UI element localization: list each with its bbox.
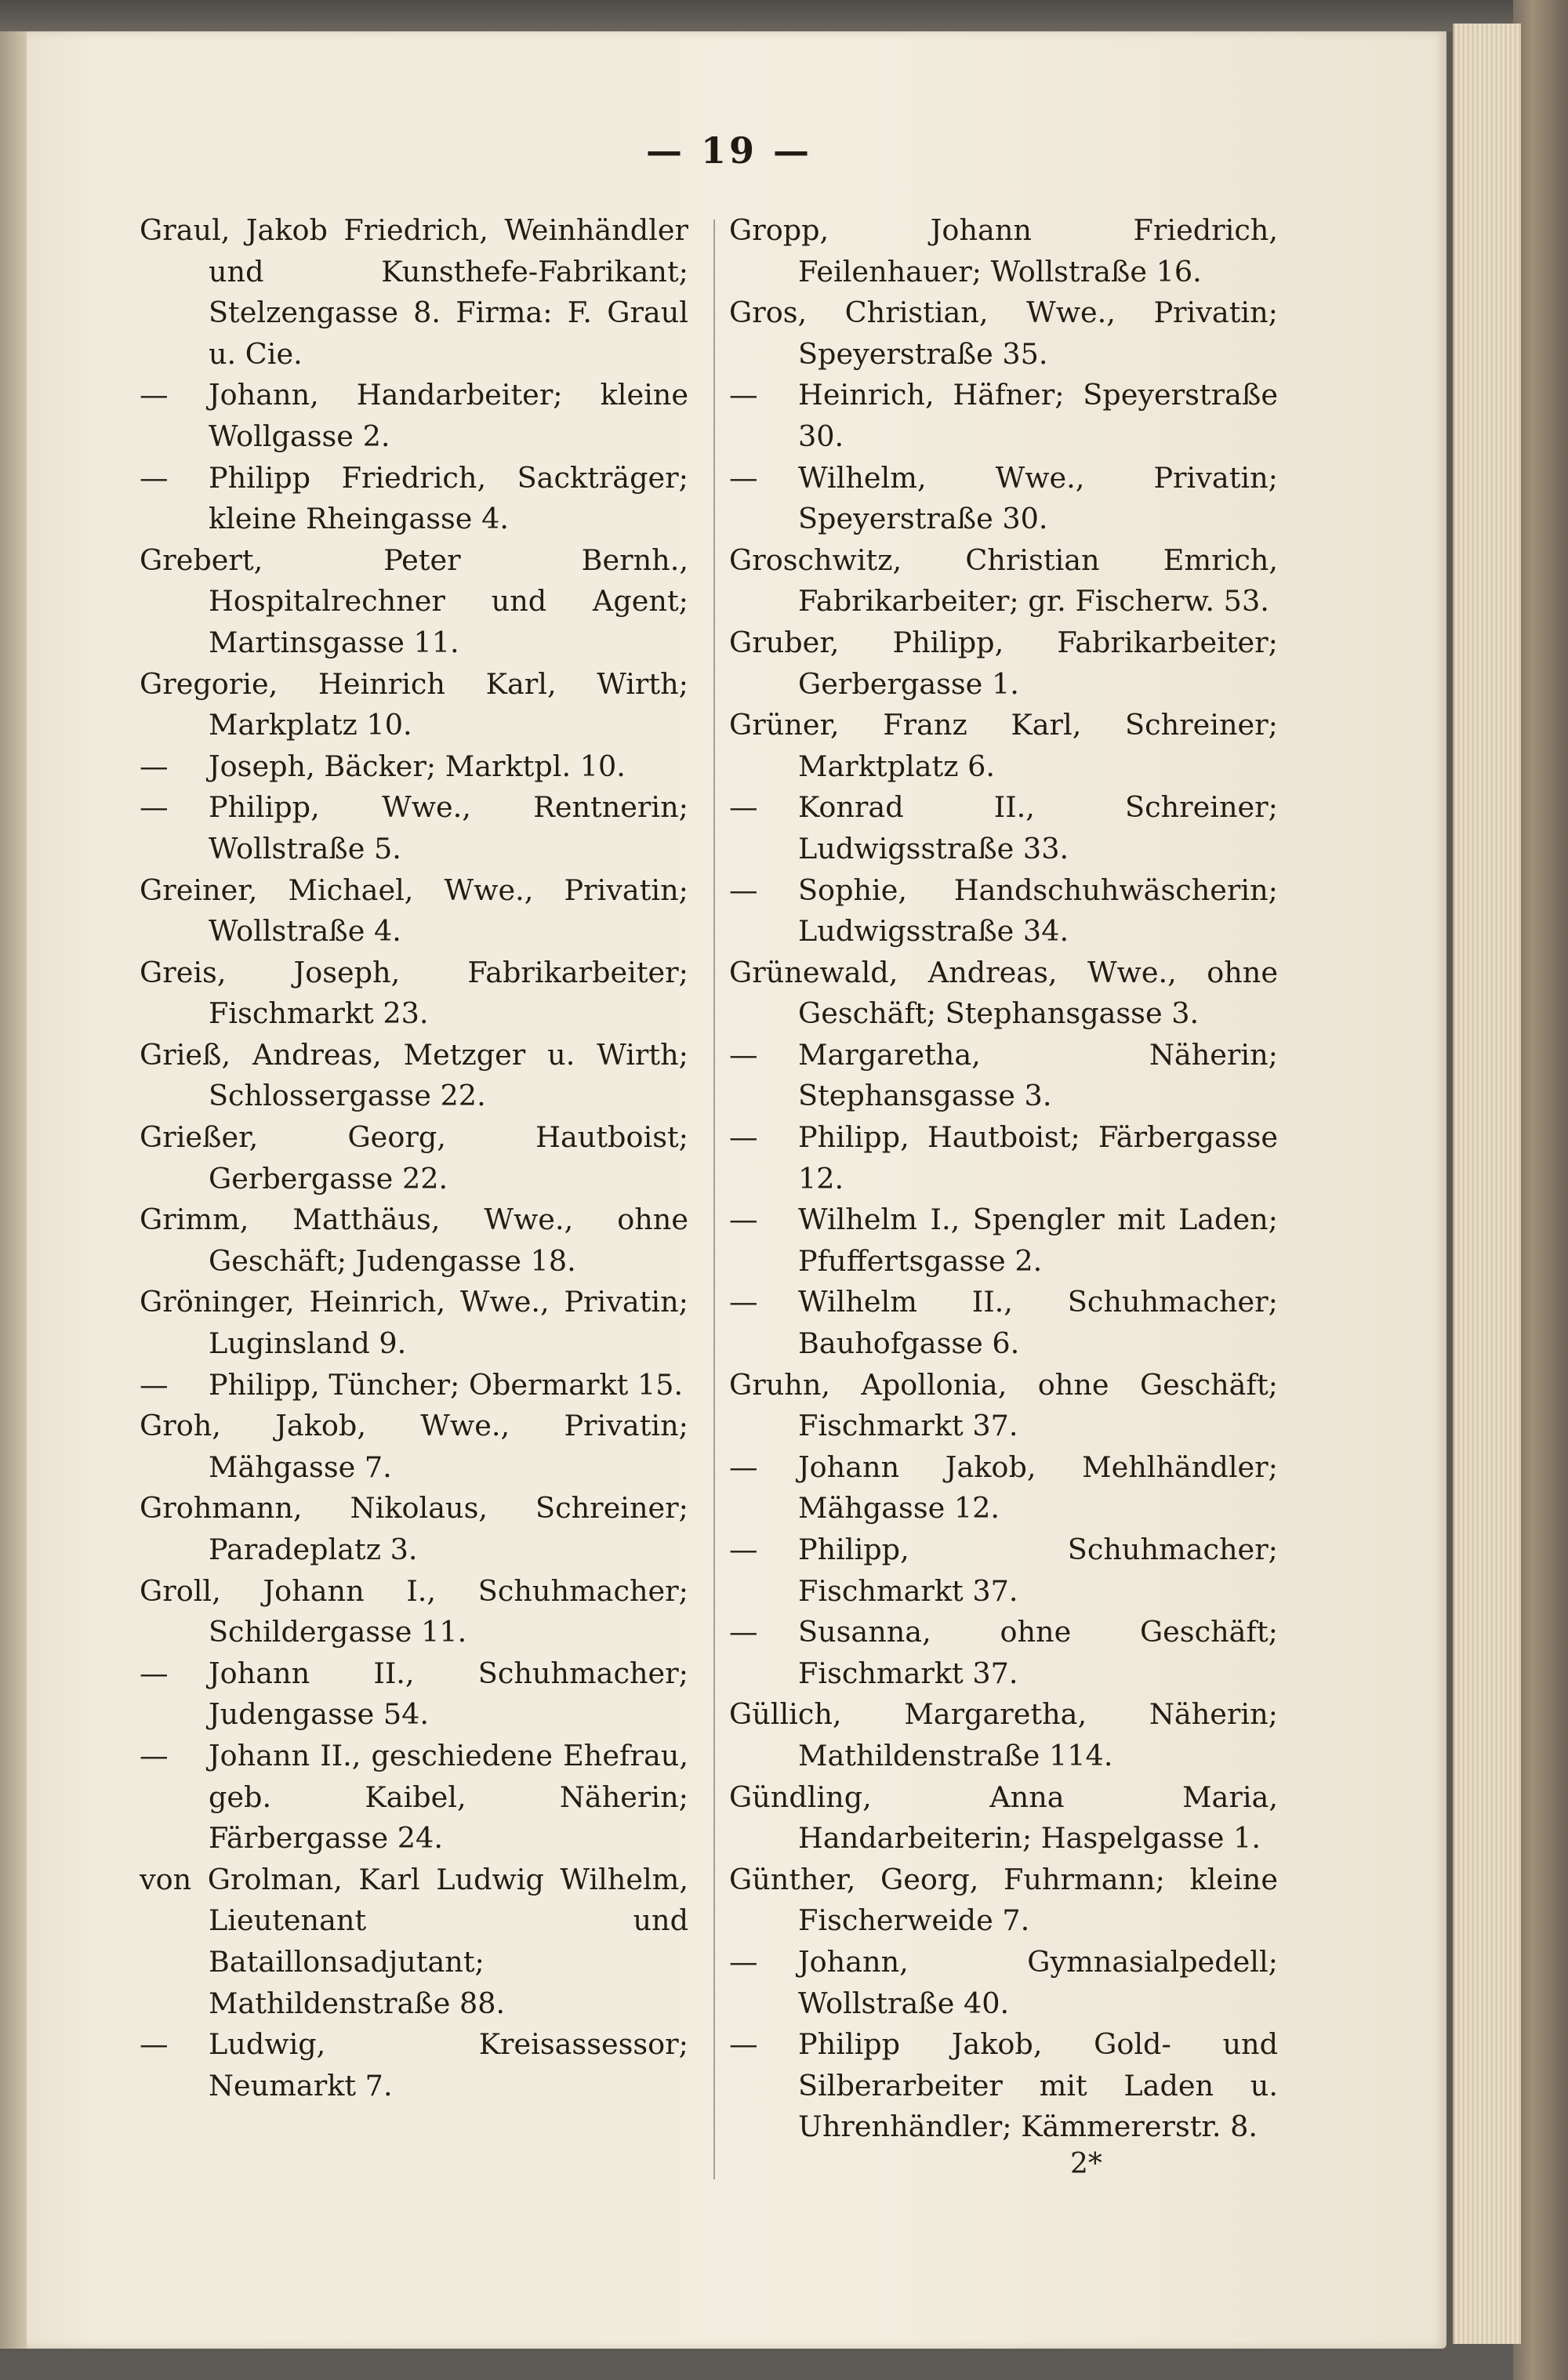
page-number: — 19 — xyxy=(645,129,813,172)
directory-entry: — Wilhelm II., Schuhmacher; Bauhofgasse 6. xyxy=(729,1285,1278,1361)
directory-entry: Groll, Johann I., Schuhmacher; Schildergasse 11. xyxy=(140,1573,688,1649)
directory-entry: — Heinrich, Häfner; Speyerstraße 30. xyxy=(729,378,1278,453)
directory-entry: Grünewald, Andreas, Wwe., ohne Geschäft; Stephansgasse 3. xyxy=(729,955,1278,1031)
directory-entry: Gregorie, Heinrich Karl, Wirth; Markplatz 10. xyxy=(140,666,688,742)
directory-entry: — Joseph, Bäcker; Marktpl. 10. xyxy=(140,749,626,783)
directory-entry: Grießer, Georg, Hautboist; Gerbergasse 22. xyxy=(140,1120,688,1195)
directory-entry: Greiner, Michael, Wwe., Privatin; Wollstraße 4. xyxy=(140,873,688,949)
column-divider xyxy=(713,219,715,2179)
directory-entry: Günther, Georg, Fuhrmann; kleine Fischerweide 7. xyxy=(729,1862,1278,1938)
directory-entry: — Johann, Gymnasialpedell; Wollstraße 40. xyxy=(729,1944,1278,2020)
directory-entry: — Philipp Friedrich, Sackträger; kleine Rheingasse 4. xyxy=(140,460,688,536)
directory-entry: — Philipp, Wwe., Rentnerin; Wollstraße 5. xyxy=(140,790,688,865)
directory-entry: — Johann Jakob, Mehlhändler; Mähgasse 12. xyxy=(729,1449,1278,1526)
directory-entry: — Wilhelm I., Spengler mit Laden; Pfuffertsgasse 2. xyxy=(729,1203,1278,1278)
directory-entry: Grüner, Franz Karl, Schreiner; Marktplatz 6. xyxy=(729,708,1278,783)
signature-mark: 2* xyxy=(1070,2148,1102,2180)
directory-entry: — Johann II., Schuhmacher; Judengasse 54. xyxy=(140,1656,688,1732)
directory-entry: — Wilhelm, Wwe., Privatin; Speyerstraße 30. xyxy=(729,460,1278,536)
directory-entry: Gündling, Anna Maria, Handarbeiterin; Haspelgasse 1. xyxy=(729,1780,1278,1856)
directory-entry: — Philipp Jakob, Gold- und Silberarbeiter mit Laden u. Uhrenhändler; Kämmererstr. 8. xyxy=(729,2027,1278,2144)
directory-entry: Gropp, Johann Friedrich, Feilenhauer; Wollstraße 16. xyxy=(729,213,1278,288)
spine-edge xyxy=(0,31,27,2349)
directory-entry: — Philipp, Tüncher; Obermarkt 15. xyxy=(140,1367,684,1402)
directory-entry: Güllich, Margaretha, Näherin; Mathildenstraße 114. xyxy=(729,1697,1278,1772)
directory-entry: — Susanna, ohne Geschäft; Fischmarkt 37. xyxy=(729,1615,1278,1690)
directory-entry: Gröninger, Heinrich, Wwe., Privatin; Luginsland 9. xyxy=(140,1285,688,1361)
book-binding-right xyxy=(1513,0,1568,2380)
left-column xyxy=(140,210,688,2106)
directory-entry: Graul, Jakob Friedrich, Weinhändler und Kunsthefe-Fabrikant; Stelzengasse 8. Firma: F. Graul u. Cie. xyxy=(140,213,688,371)
directory-entry: Gruber, Philipp, Fabrikarbeiter; Gerbergasse 1. xyxy=(729,625,1278,701)
directory-entry: — Margaretha, Näherin; Stephansgasse 3. xyxy=(729,1037,1278,1113)
directory-entry: — Ludwig, Kreisassessor; Neumarkt 7. xyxy=(140,2027,688,2102)
directory-entry: Gros, Christian, Wwe., Privatin; Speyerstraße 35. xyxy=(729,296,1278,371)
directory-entry: Gruhn, Apollonia, ohne Geschäft; Fischmarkt 37. xyxy=(729,1367,1278,1443)
directory-entry: Grohmann, Nikolaus, Schreiner; Paradeplatz 3. xyxy=(140,1491,688,1566)
directory-entry: von Grolman, Karl Ludwig Wilhelm, Lieutenant und Bataillonsadjutant; Mathildenstraße 88. xyxy=(140,1862,688,2020)
directory-entry: — Sophie, Handschuhwäscherin; Ludwigsstraße 34. xyxy=(729,873,1278,949)
directory-entry: Groschwitz, Christian Emrich, Fabrikarbeiter; gr. Fischerw. 53. xyxy=(729,542,1278,619)
directory-entry: Grieß, Andreas, Metzger u. Wirth; Schlossergasse 22. xyxy=(140,1037,688,1113)
directory-entry: — Philipp, Schuhmacher; Fischmarkt 37. xyxy=(729,1533,1278,1608)
directory-entry: Grimm, Matthäus, Wwe., ohne Geschäft; Judengasse 18. xyxy=(140,1203,688,1278)
directory-entry: — Philipp, Hautboist; Färbergasse 12. xyxy=(729,1120,1278,1195)
directory-entry: Greis, Joseph, Fabrikarbeiter; Fischmarkt 23. xyxy=(140,955,688,1031)
book-binding-top xyxy=(0,0,1568,31)
page-edges xyxy=(1453,24,1521,2344)
directory-entry: — Konrad II., Schreiner; Ludwigsstraße 33. xyxy=(729,790,1278,865)
directory-entry: Groh, Jakob, Wwe., Privatin; Mähgasse 7. xyxy=(140,1409,688,1484)
right-column xyxy=(729,210,1278,2148)
directory-entry: — Johann, Handarbeiter; kleine Wollgasse 2. xyxy=(140,378,688,453)
directory-entry: Grebert, Peter Bernh., Hospitalrechner und Agent; Martinsgasse 11. xyxy=(140,542,688,659)
directory-entry: — Johann II., geschiedene Ehefrau, geb. Kaibel, Näherin; Färbergasse 24. xyxy=(140,1738,688,1856)
